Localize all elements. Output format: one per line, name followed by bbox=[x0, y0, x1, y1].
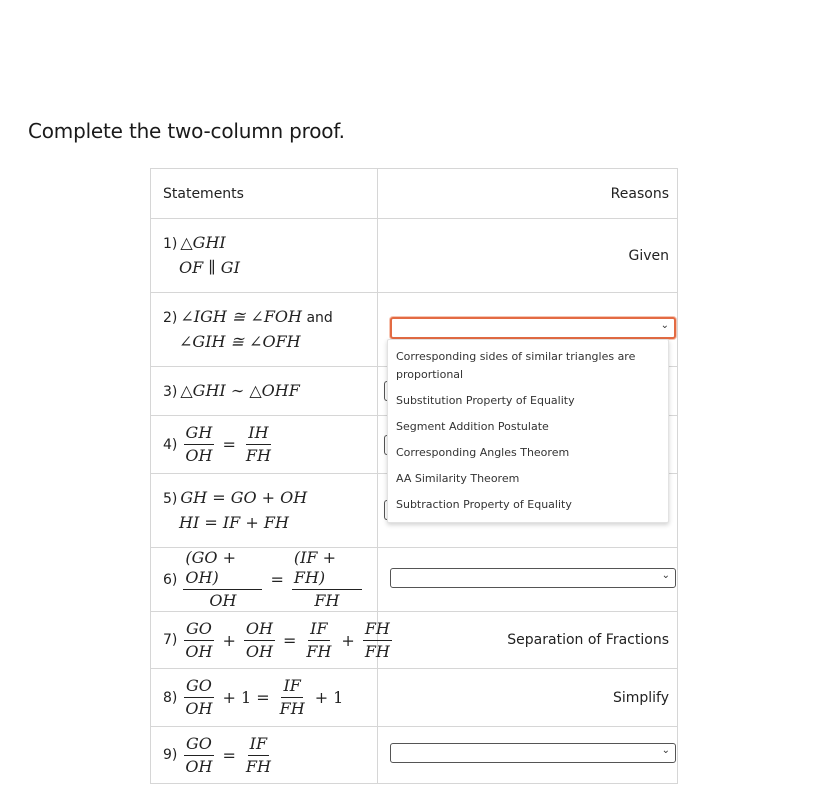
fraction: $\frac{GH}{OH}$ bbox=[185, 423, 213, 465]
statement-1-line-2: OF ∥ GI bbox=[179, 257, 240, 277]
reason-1: Given bbox=[378, 219, 678, 293]
statements-header: Statements bbox=[151, 169, 378, 219]
reason-options-dropdown bbox=[387, 339, 669, 523]
reason-8: Simplify bbox=[378, 669, 678, 727]
fraction: $\frac{(GO + OH)}{OH}$ bbox=[183, 548, 262, 611]
proof-row-9 bbox=[151, 727, 678, 784]
option-aa-similarity[interactable]: AA Similarity Theorem bbox=[396, 472, 520, 485]
proof-row-7 bbox=[151, 612, 678, 669]
statement-4: 4) $\frac{GH}{OH}$ = $\frac{IH}{FH}$ bbox=[151, 416, 378, 474]
statement-6: 6) $\frac{(GO + OH)}{OH}$ = $\frac{(IF + FH)}{FH}$ bbox=[151, 548, 378, 612]
fraction: $\frac{IF}{FH}$ bbox=[279, 676, 305, 718]
statement-7: 7) $\frac{GO}{OH}$ + $\frac{OH}{OH}$ = $\frac{IF}{FH}$ + $\frac{FH}{FH}$ bbox=[151, 612, 378, 669]
proof-row-8 bbox=[151, 669, 678, 727]
fraction: $\frac{IH}{FH}$ bbox=[245, 423, 271, 465]
statement-1-line-1: △GHI bbox=[180, 232, 226, 252]
statement-5-line-1: GH = GO + OH bbox=[180, 487, 308, 507]
statement-2: 2) ∠IGH ≅ ∠FOH and ∠GIH ≅ ∠OFH bbox=[151, 293, 378, 367]
fraction: $\frac{GO}{OH}$ bbox=[185, 618, 213, 661]
statement-3-line-1: △GHI ∼ △OHF bbox=[180, 380, 300, 400]
statement-2-and: and bbox=[306, 309, 333, 326]
statement-5: 5) GH = GO + OH HI = IF + FH bbox=[151, 474, 378, 548]
reason-7: Separation of Fractions bbox=[378, 612, 678, 669]
option-segment-addition[interactable]: Segment Addition Postulate bbox=[396, 420, 549, 433]
reasons-header: Reasons bbox=[378, 169, 678, 219]
proof-row-6 bbox=[151, 548, 678, 612]
fraction: $\frac{IF}{FH}$ bbox=[306, 618, 332, 661]
chevron-down-icon: ⌄ bbox=[660, 319, 669, 331]
chevron-down-icon: ⌄ bbox=[661, 745, 670, 756]
statement-9: 9) $\frac{GO}{OH}$ = $\frac{IF}{FH}$ bbox=[151, 727, 378, 784]
chevron-down-icon: ⌄ bbox=[661, 569, 670, 581]
option-subtraction[interactable]: Subtraction Property of Equality bbox=[396, 498, 572, 511]
page-title: Complete the two-column proof. bbox=[28, 119, 345, 143]
statement-5-line-2: HI = IF + FH bbox=[179, 512, 289, 532]
reason-6-select[interactable] bbox=[390, 568, 676, 588]
header-row bbox=[151, 169, 678, 219]
reason-9-cell bbox=[378, 727, 678, 784]
fraction: $\frac{IF}{FH}$ bbox=[245, 733, 271, 776]
fraction: $\frac{GO}{OH}$ bbox=[185, 733, 213, 776]
fraction: $\frac{GO}{OH}$ bbox=[185, 676, 213, 718]
fraction: $\frac{(IF + FH)}{FH}$ bbox=[292, 548, 362, 611]
statement-8: 8) $\frac{GO}{OH}$ + 1 = $\frac{IF}{FH}$ + 1 bbox=[151, 669, 378, 727]
reason-6-cell bbox=[378, 548, 678, 612]
proof-row-1 bbox=[151, 219, 678, 293]
statement-2-line-1: ∠IGH ≅ ∠FOH bbox=[180, 306, 302, 326]
option-substitution[interactable]: Substitution Property of Equality bbox=[396, 394, 575, 407]
fraction: $\frac{OH}{OH}$ bbox=[245, 618, 273, 661]
reason-9-select[interactable] bbox=[390, 743, 676, 763]
statement-3: 3) △GHI ∼ △OHF bbox=[151, 367, 378, 416]
statement-2-line-2: ∠GIH ≅ ∠OFH bbox=[179, 331, 301, 351]
option-corresponding-angles[interactable]: Corresponding Angles Theorem bbox=[396, 446, 570, 459]
option-corresponding-sides[interactable]: Corresponding sides of similar triangles are proportional bbox=[396, 350, 636, 381]
reason-2-select[interactable] bbox=[390, 317, 676, 339]
statement-1: 1) △GHI OF ∥ GI bbox=[151, 219, 378, 293]
fraction: $\frac{FH}{FH}$ bbox=[364, 618, 390, 661]
